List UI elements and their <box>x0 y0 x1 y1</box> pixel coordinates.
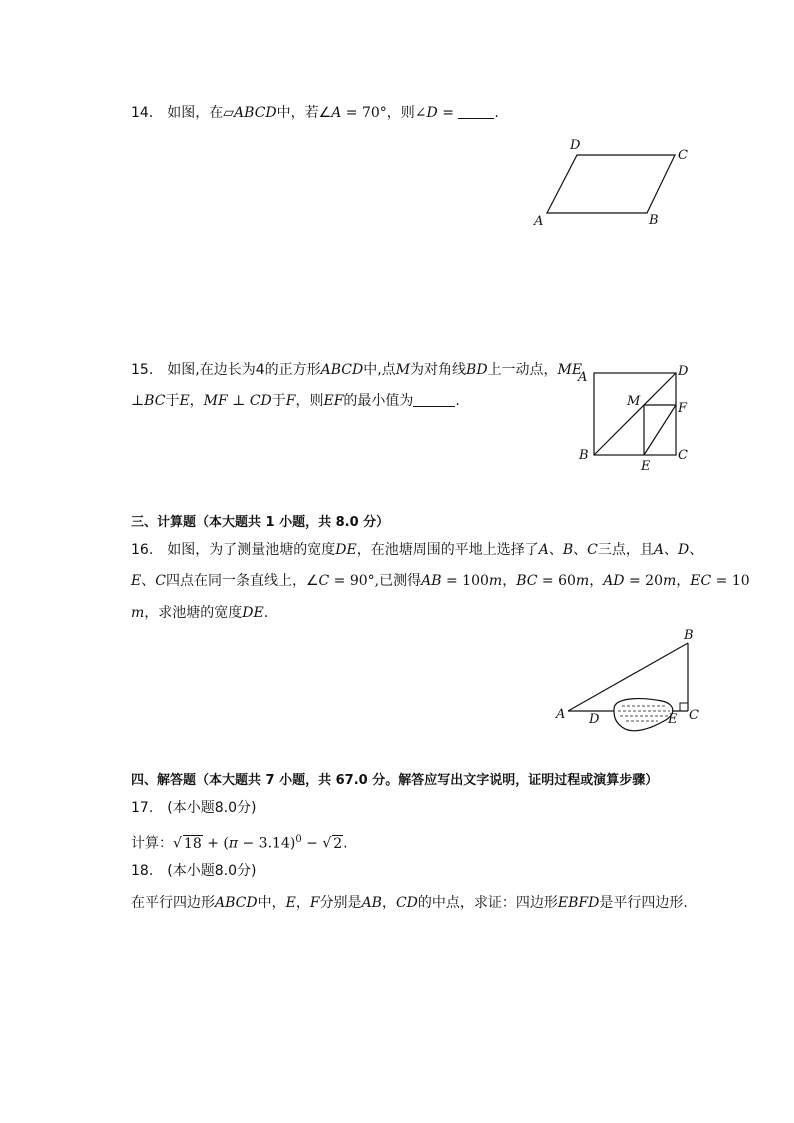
segment-ef <box>644 405 676 455</box>
label-B: B <box>684 628 694 643</box>
question-number: 15. <box>131 362 154 378</box>
label-A: A <box>534 214 544 229</box>
question-16-line-2: E、C四点在同一条直线上，∠C = 90°,已测得AB = 100m，BC = 60m，AD = 20m，EC = 10 <box>131 573 750 589</box>
label-C: C <box>689 708 699 723</box>
question-number: 17. <box>131 800 154 816</box>
label-A: A <box>578 370 588 385</box>
section-heading: 四、解答题（本大题共 7 小题，共 67.0 分。解答应写出文字说明，证明过程或演算步骤） <box>131 773 659 788</box>
label-F: F <box>678 401 688 416</box>
question-18-body: 在平行四边形ABCD中，E，F分别是AB，CD的中点，求证：四边形EBFD是平行四边形. <box>131 895 688 911</box>
question-number: 16. <box>131 542 154 558</box>
question-16-line-1: 16. 如图，为了测量池塘的宽度DE，在池塘周围的平地上选择了A、B、C三点，且A、D、 <box>131 542 704 558</box>
section-heading: 三、计算题（本大题共 1 小题，共 8.0 分） <box>131 515 390 530</box>
question-number: 14. <box>131 105 154 121</box>
label-A: A <box>556 707 566 722</box>
answer-blank <box>413 392 455 407</box>
question-17-body: 计算：√ $18 + (\pi - 3.14)^0$ − √ 2. <box>131 834 348 852</box>
label-E: E <box>641 459 651 474</box>
question-15-line-2: ⊥BC于E，MF ⊥ CD于F，则EF的最小值为 . <box>131 393 460 409</box>
label-D: D <box>589 712 600 727</box>
label-D: D <box>678 364 689 379</box>
label-C: C <box>678 148 688 163</box>
question-17-header: 17. (本小题8.0分) <box>131 800 257 816</box>
right-angle-mark <box>680 703 688 711</box>
figure-14-parallelogram <box>525 135 700 230</box>
label-C: C <box>678 448 688 463</box>
diagonal-bd <box>594 373 676 455</box>
pond-shape <box>614 699 673 731</box>
label-B: B <box>649 213 659 228</box>
question-14: 14. 如图，在▱ABCD中，若∠A = 70°，则∠D = . <box>131 105 499 121</box>
question-16-line-3: m，求池塘的宽度DE. <box>131 605 269 621</box>
question-number: 18. <box>131 863 154 879</box>
label-E: E <box>668 712 678 727</box>
label-B: B <box>579 448 589 463</box>
figure-15-square <box>572 358 697 478</box>
label-M: M <box>627 394 641 409</box>
figure-16-pond <box>552 625 702 735</box>
parallelogram-shape <box>547 155 675 213</box>
label-D: D <box>570 138 581 153</box>
question-18-header: 18. (本小题8.0分) <box>131 863 257 879</box>
question-15-line-1: 15. 如图,在边长为4的正方形ABCD中,点M为对角线BD上一动点，ME <box>131 362 583 378</box>
answer-blank <box>458 104 494 119</box>
